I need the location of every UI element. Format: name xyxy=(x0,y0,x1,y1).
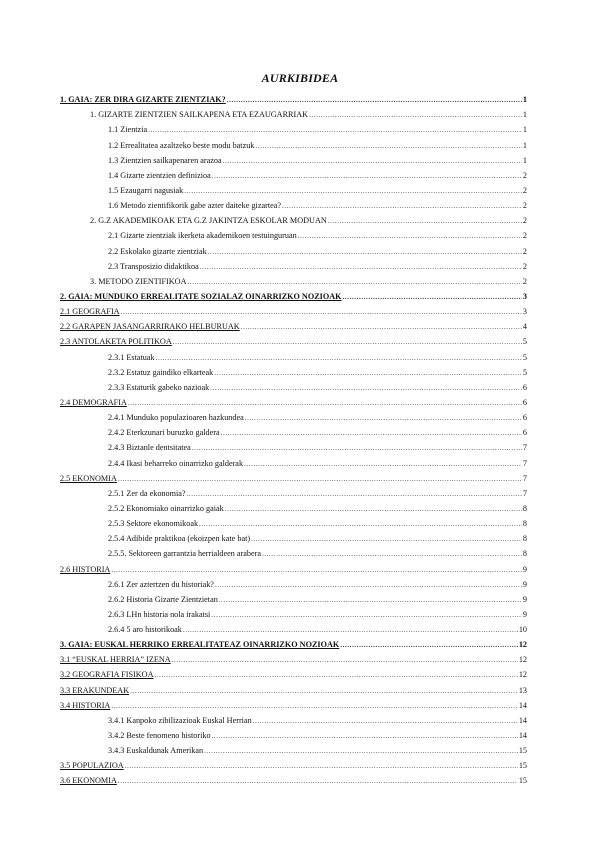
toc-entry-page: 2 xyxy=(522,231,527,241)
toc-entry-page: 8 xyxy=(522,534,527,544)
toc-entry-page: 2 xyxy=(522,216,527,226)
toc-entry-label: 3.4.1 Kanpoko zibilizazioak Euskal Herrian xyxy=(108,715,252,725)
toc-entry-page: 2 xyxy=(522,201,527,211)
toc-leader-dots xyxy=(227,96,522,105)
toc-entry-label: 2.6.3 LHn historia nola irakatsi xyxy=(108,609,211,619)
toc-entry-label: 2.1 GEOGRAFIA xyxy=(60,307,120,317)
toc-leader-dots xyxy=(204,747,518,756)
toc-entry[interactable] xyxy=(60,151,527,166)
toc-entry-label: 2.6.1 Zer aztertzen du historiak? xyxy=(108,579,214,589)
toc-entry[interactable] xyxy=(60,635,527,650)
toc-entry-page: 4 xyxy=(522,322,527,332)
toc-leader-dots xyxy=(199,520,522,529)
toc-leader-dots xyxy=(130,687,518,696)
toc-entry-page: 12 xyxy=(518,640,527,650)
toc-entry-label: 3.4.2 Beste fenomeno historiko xyxy=(108,731,211,741)
toc-entry-page: 2 xyxy=(522,261,527,271)
toc-entry[interactable] xyxy=(60,378,527,393)
toc-entry-page: 2 xyxy=(522,170,527,180)
toc-entry-page: 1 xyxy=(522,155,527,165)
toc-entry-label: 1.5 Ezaugarri nagusiak xyxy=(108,185,184,195)
toc-entry[interactable] xyxy=(60,650,527,665)
toc-entry[interactable] xyxy=(60,605,527,620)
toc-entry-label: 1.6 Metodo zientifikorik gabe azter daiteke gizartea? xyxy=(108,201,281,211)
toc-entry-page: 1 xyxy=(522,125,527,135)
toc-entry-label: 2.5.1 Zer da ekonomia? xyxy=(108,488,186,498)
toc-leader-dots xyxy=(188,278,522,287)
toc-entry[interactable] xyxy=(60,135,527,150)
toc-entry-page: 7 xyxy=(522,443,527,453)
toc-entry-label: 2.5.5. Sektoreen garrantzia herrialdeen arabera xyxy=(108,549,261,559)
toc-leader-dots xyxy=(225,505,522,514)
toc-leader-dots xyxy=(200,263,522,272)
toc-entry-page: 7 xyxy=(522,473,527,483)
toc-entry-label: 2.4.4 Ikasi beharreko oinarrizko galderak xyxy=(108,458,244,468)
toc-entry-page: 9 xyxy=(522,564,527,574)
toc-entry[interactable] xyxy=(60,302,527,317)
toc-entry[interactable] xyxy=(60,363,527,378)
toc-leader-dots xyxy=(241,323,522,332)
toc-leader-dots xyxy=(148,126,522,135)
toc-leader-dots xyxy=(208,248,522,257)
toc-entry[interactable] xyxy=(60,575,527,590)
toc-entry-label: 3.3 ERAKUNDEAK xyxy=(60,685,130,695)
toc-leader-dots xyxy=(121,308,522,317)
toc-entry-page: 5 xyxy=(522,352,527,362)
toc-entry-label: 2.3 Transposizio didaktikoa xyxy=(108,261,199,271)
toc-entry[interactable] xyxy=(60,665,527,680)
toc-leader-dots xyxy=(187,490,522,499)
toc-leader-dots xyxy=(118,777,518,786)
toc-entry[interactable] xyxy=(60,317,527,332)
toc-entry-label: 3.4 HISTORIA xyxy=(60,700,111,710)
toc-entry-label: 3.4.3 Euskaldunak Amerikan xyxy=(108,746,204,756)
toc-entry[interactable] xyxy=(60,680,527,695)
toc-entry-label: 2. G.Z AKADEMIKOAK ETA G.Z JAKINTZA ESKOLAR MODUAN xyxy=(90,216,327,226)
toc-entry-page: 9 xyxy=(522,594,527,604)
toc-entry-page: 10 xyxy=(518,625,527,635)
toc-leader-dots xyxy=(156,354,522,363)
toc-leader-dots xyxy=(154,671,517,680)
toc-entry[interactable] xyxy=(60,287,527,302)
page-title: AURKIBIDEA xyxy=(261,71,339,85)
toc-entry-page: 2 xyxy=(522,276,527,286)
toc-leader-dots xyxy=(282,202,522,211)
toc-entry-page: 5 xyxy=(522,367,527,377)
toc-entry-page: 15 xyxy=(518,776,527,786)
toc-entry[interactable] xyxy=(60,211,527,226)
toc-leader-dots xyxy=(173,338,522,347)
toc-entry-label: 2.6.4 5 aro historikoak xyxy=(108,625,182,635)
toc-leader-dots xyxy=(125,762,518,771)
toc-entry[interactable] xyxy=(60,726,527,741)
toc-entry-label: 3.1 “EUSKAL HERRIA” IZENA xyxy=(60,655,171,665)
toc-entry-label: 2.3 ANTOLAKETA POLITIKOA xyxy=(60,337,172,347)
toc-entry-page: 8 xyxy=(522,549,527,559)
toc-entry[interactable] xyxy=(60,166,527,181)
toc-leader-dots xyxy=(172,656,518,665)
toc-entry-page: 14 xyxy=(518,715,527,725)
toc-leader-dots xyxy=(214,369,522,378)
toc-leader-dots xyxy=(298,232,522,241)
toc-leader-dots xyxy=(210,384,522,393)
toc-entry-label: 2.5.2 Ekonomiako oinarrizko gaiak xyxy=(108,503,224,513)
toc-entry-label: 2.6 HISTORIA xyxy=(60,564,111,574)
toc-entry[interactable] xyxy=(60,544,527,559)
toc-leader-dots xyxy=(244,460,522,469)
toc-entry[interactable] xyxy=(60,756,527,771)
toc-entry-label: 3.2 GEOGRAFIA FISIKOA xyxy=(60,670,154,680)
toc-entry[interactable] xyxy=(60,711,527,726)
toc-leader-dots xyxy=(184,187,522,196)
toc-entry-page: 2 xyxy=(522,185,527,195)
toc-entry-label: 2.2 Eskolako gizarte zientziak xyxy=(108,246,207,256)
toc-entry-page: 5 xyxy=(522,337,527,347)
toc-entry[interactable] xyxy=(60,590,527,605)
toc-entry-label: 1. GIZARTE ZIENTZIEN SAILKAPENA ETA EZAUGARRIAK xyxy=(90,110,309,120)
toc-leader-dots xyxy=(340,641,518,650)
toc-entry-page: 15 xyxy=(518,761,527,771)
toc-entry-label: 2. GAIA: MUNDUKO ERREALITATE SOZIALAZ OINARRIZKO NOZIOAK xyxy=(60,291,342,301)
toc-entry[interactable] xyxy=(60,332,527,347)
toc-entry-label: 1. GAIA: ZER DIRA GIZARTE ZIENTZIAK? xyxy=(60,95,226,105)
toc-entry-page: 9 xyxy=(522,609,527,619)
toc-leader-dots xyxy=(215,581,522,590)
toc-entry-page: 3 xyxy=(522,307,527,317)
toc-entry-page: 7 xyxy=(522,458,527,468)
toc-entry-label: 1.3 Zientzien sailkapenaren arazoa xyxy=(108,155,222,165)
toc-entry-page: 6 xyxy=(522,397,527,407)
table-of-contents xyxy=(60,90,527,786)
toc-entry-label: 1.1 Zientzia xyxy=(108,125,148,135)
toc-entry-label: 1.4 Gizarte zientzien definizioa xyxy=(108,170,211,180)
toc-entry-label: 2.4 DEMOGRAFIA xyxy=(60,397,127,407)
toc-entry-label: 1.2 Errealitatea azaltzeko beste modu batzuk xyxy=(108,140,255,150)
toc-entry-page: 1 xyxy=(522,95,527,105)
toc-entry-page: 8 xyxy=(522,519,527,529)
toc-leader-dots xyxy=(343,293,522,302)
toc-entry-page: 12 xyxy=(518,655,527,665)
toc-entry-page: 15 xyxy=(518,746,527,756)
toc-entry-label: 2.6.2 Historia Gizarte Zientzietan xyxy=(108,594,218,604)
toc-entry-page: 7 xyxy=(522,488,527,498)
toc-entry-label: 2.5.3 Sektore ekonomikoak xyxy=(108,519,199,529)
toc-entry[interactable] xyxy=(60,347,527,362)
toc-leader-dots xyxy=(183,626,518,635)
toc-leader-dots xyxy=(219,596,522,605)
toc-entry-label: 2.2 GARAPEN JASANGARRIRAKO HELBURUAK xyxy=(60,322,240,332)
toc-entry-page: 2 xyxy=(522,246,527,256)
toc-entry-page: 8 xyxy=(522,503,527,513)
toc-entry-page: 12 xyxy=(518,670,527,680)
toc-entry-label: 2.3.3 Estaturik gabeko nazioak xyxy=(108,382,210,392)
toc-leader-dots xyxy=(328,217,522,226)
toc-entry-page: 9 xyxy=(522,579,527,589)
toc-entry[interactable] xyxy=(60,484,527,499)
toc-entry-label: 3. METODO ZIENTIFIKOA xyxy=(90,276,187,286)
toc-entry[interactable] xyxy=(60,559,527,574)
toc-entry[interactable] xyxy=(60,438,527,453)
toc-entry-label: 2.3.2 Estatuz gaindiko elkarteak xyxy=(108,367,214,377)
toc-entry[interactable] xyxy=(60,771,527,786)
toc-entry[interactable] xyxy=(60,196,527,211)
toc-entry-label: 2.3.1 Estatuak xyxy=(108,352,155,362)
toc-entry-page: 6 xyxy=(522,428,527,438)
toc-entry[interactable] xyxy=(60,453,527,468)
toc-entry-label: 2.5.4 Adibide praktikoa (ekoizpen kate bat) xyxy=(108,534,251,544)
toc-entry-label: 2.4.1 Munduko populazioaren hazkundea xyxy=(108,413,244,423)
toc-entry-page: 1 xyxy=(522,140,527,150)
toc-leader-dots xyxy=(309,111,522,120)
toc-entry-label: 2.5 EKONOMIA xyxy=(60,473,117,483)
toc-leader-dots xyxy=(221,429,522,438)
toc-entry-page: 6 xyxy=(522,382,527,392)
toc-entry-page: 1 xyxy=(522,110,527,120)
toc-leader-dots xyxy=(251,535,522,544)
toc-leader-dots xyxy=(111,702,517,711)
toc-entry[interactable] xyxy=(60,469,527,484)
toc-entry-label: 2.1 Gizarte zientziak ikerketa akademikoen testuinguruan xyxy=(108,231,297,241)
toc-entry[interactable] xyxy=(60,181,527,196)
toc-leader-dots xyxy=(262,550,522,559)
toc-entry[interactable] xyxy=(60,90,527,105)
toc-entry[interactable] xyxy=(60,257,527,272)
toc-entry[interactable] xyxy=(60,408,527,423)
toc-leader-dots xyxy=(223,157,522,166)
toc-entry-label: 2.4.3 Biztanle dentsitatea xyxy=(108,443,191,453)
toc-entry[interactable] xyxy=(60,272,527,287)
toc-entry[interactable] xyxy=(60,241,527,256)
toc-entry-label: 3.5 POPULAZIOA xyxy=(60,761,124,771)
toc-leader-dots xyxy=(212,732,518,741)
toc-entry-label: 3. GAIA: EUSKAL HERRIKO ERREALITATEAZ OINARRIZKO NOZIOAK xyxy=(60,640,340,650)
toc-entry-page: 14 xyxy=(518,731,527,741)
toc-entry-label: 3.6 EKONOMIA xyxy=(60,776,117,786)
toc-leader-dots xyxy=(111,566,522,575)
toc-leader-dots xyxy=(128,399,522,408)
toc-leader-dots xyxy=(192,444,522,453)
toc-entry-page: 14 xyxy=(518,700,527,710)
toc-leader-dots xyxy=(211,611,522,620)
toc-leader-dots xyxy=(245,414,522,423)
toc-leader-dots xyxy=(118,475,522,484)
toc-entry[interactable] xyxy=(60,620,527,635)
toc-entry-label: 2.4.2 Eterkzunari buruzko galdera xyxy=(108,428,220,438)
toc-entry[interactable] xyxy=(60,226,527,241)
toc-entry[interactable] xyxy=(60,393,527,408)
toc-leader-dots xyxy=(255,142,522,151)
toc-entry[interactable] xyxy=(60,529,527,544)
toc-leader-dots xyxy=(253,717,518,726)
toc-entry-page: 3 xyxy=(522,291,527,301)
toc-entry[interactable] xyxy=(60,120,527,135)
toc-entry-page: 13 xyxy=(518,685,527,695)
toc-entry[interactable] xyxy=(60,423,527,438)
toc-entry[interactable] xyxy=(60,499,527,514)
toc-entry-page: 6 xyxy=(522,413,527,423)
toc-entry[interactable] xyxy=(60,696,527,711)
toc-entry[interactable] xyxy=(60,741,527,756)
toc-entry[interactable] xyxy=(60,514,527,529)
toc-leader-dots xyxy=(212,172,522,181)
toc-entry[interactable] xyxy=(60,105,527,120)
